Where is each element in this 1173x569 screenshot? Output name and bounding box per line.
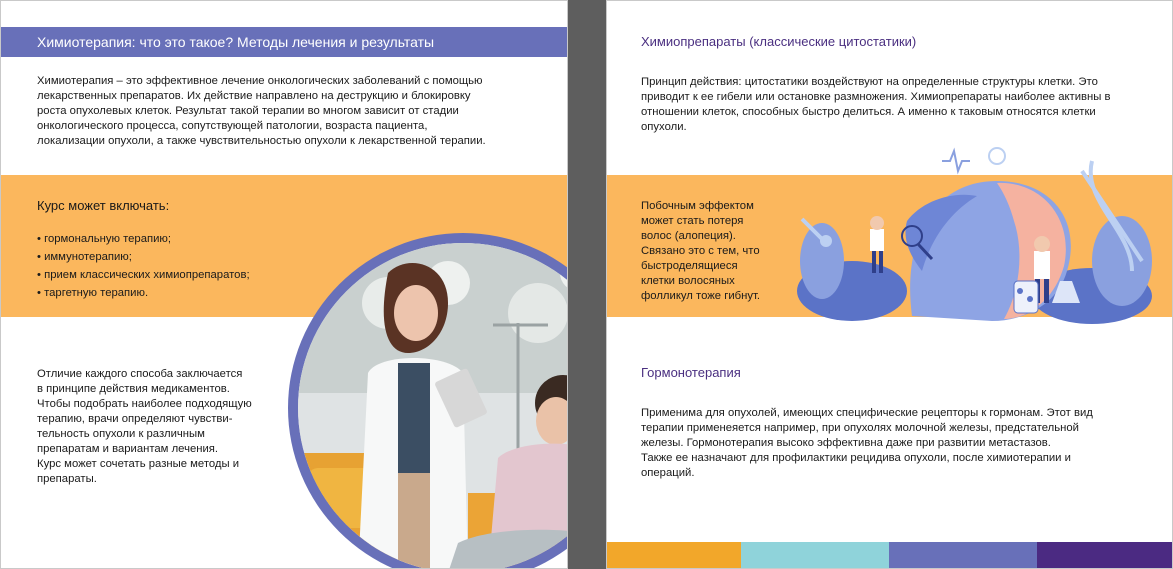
text-line: железы. Гормонотерапия высоко эффективна даже при развитии метастазов. xyxy=(641,437,1051,449)
hormone-paragraph xyxy=(641,406,1093,481)
color-strip-orange xyxy=(606,542,741,569)
list-item: • таргетную терапию. xyxy=(37,287,149,299)
text-line: фолликул тоже гибнут. xyxy=(641,290,761,302)
intro-line: онкологического процесса, сопутствующей патологии, возраста пациента, xyxy=(37,120,428,132)
chemo-paragraph xyxy=(641,75,1111,135)
text-line: быстроделящиеся xyxy=(641,260,738,272)
course-list xyxy=(37,230,250,302)
course-title: Курс может включать: xyxy=(37,198,170,213)
page-gutter xyxy=(568,0,606,569)
hair-loss-illustration xyxy=(792,141,1162,331)
intro-paragraph xyxy=(37,74,486,149)
text-line: терапии применеяется например, при опухолях молочной железы, предстательной xyxy=(641,422,1079,434)
color-strip-purple xyxy=(1037,542,1173,569)
intro-line: роста опухолевых клеток. Результат такой терапии во многом зависит от стадии xyxy=(37,105,459,117)
text-line: Отличие каждого способа заключается xyxy=(37,368,243,380)
text-line: в принципе действия медикаментов. xyxy=(37,383,230,395)
color-strip-blue xyxy=(889,542,1037,569)
side-effect-paragraph xyxy=(641,199,760,304)
text-line: терапию, врачи определяют чувстви- xyxy=(37,413,233,425)
text-line: опухоли. xyxy=(641,121,687,133)
text-line: Применима для опухолей, имеющих специфические рецепторы к гормонам. Этот вид xyxy=(641,407,1093,419)
list-item: • иммунотерапию; xyxy=(37,251,132,263)
section-title-hormone: Гормонотерапия xyxy=(641,365,741,380)
text-line: приводит к ее гибели или остановке размножения. Химиопрепараты наиболее активны в xyxy=(641,91,1111,103)
text-line: операций. xyxy=(641,467,695,479)
text-line: тельность опухоли к различным xyxy=(37,428,205,440)
text-line: может стать потеря xyxy=(641,215,744,227)
text-line: препаратам и вариантам лечения. xyxy=(37,443,219,455)
text-line: препараты. xyxy=(37,473,97,485)
page-title: Химиотерапия: что это такое? Методы лечения и результаты xyxy=(37,34,435,50)
difference-paragraph xyxy=(37,367,252,487)
right-page xyxy=(606,0,1173,569)
section-title-chemo: Химиопрепараты (классические цитостатики) xyxy=(641,34,917,49)
text-line: волос (алопеция). xyxy=(641,230,736,242)
intro-line: лекарственных препаратов. Их действие направлено на деструкцию и блокировку xyxy=(37,90,471,102)
text-line: Чтобы подобрать наиболее подходящую xyxy=(37,398,252,410)
text-line: Побочным эффектом xyxy=(641,200,754,212)
text-line: отношении клеток, способных быстро делиться. А именно к таковым относятся клетки xyxy=(641,106,1096,118)
text-line: Связано это с тем, что xyxy=(641,245,760,257)
list-item: • гормональную терапию; xyxy=(37,233,172,245)
text-line: Также ее назначают для профилактики рецидива опухоли, после химиотерапии и xyxy=(641,452,1071,464)
left-page xyxy=(0,0,568,569)
list-item: • прием классических химиопрепаратов; xyxy=(37,269,250,281)
text-line: клетки волосяных xyxy=(641,275,735,287)
intro-line: локализации опухоли, а также чувствительностью опухоли к лекарственной терапии. xyxy=(37,135,486,147)
color-strip-teal xyxy=(741,542,889,569)
intro-line: Химиотерапия – это эффективное лечение онкологических заболеваний с помощью xyxy=(37,75,483,87)
text-line: Курс может сочетать разные методы и xyxy=(37,458,240,470)
text-line: Принцип действия: цитостатики воздействуют на определенные структуры клетки. Это xyxy=(641,76,1098,88)
